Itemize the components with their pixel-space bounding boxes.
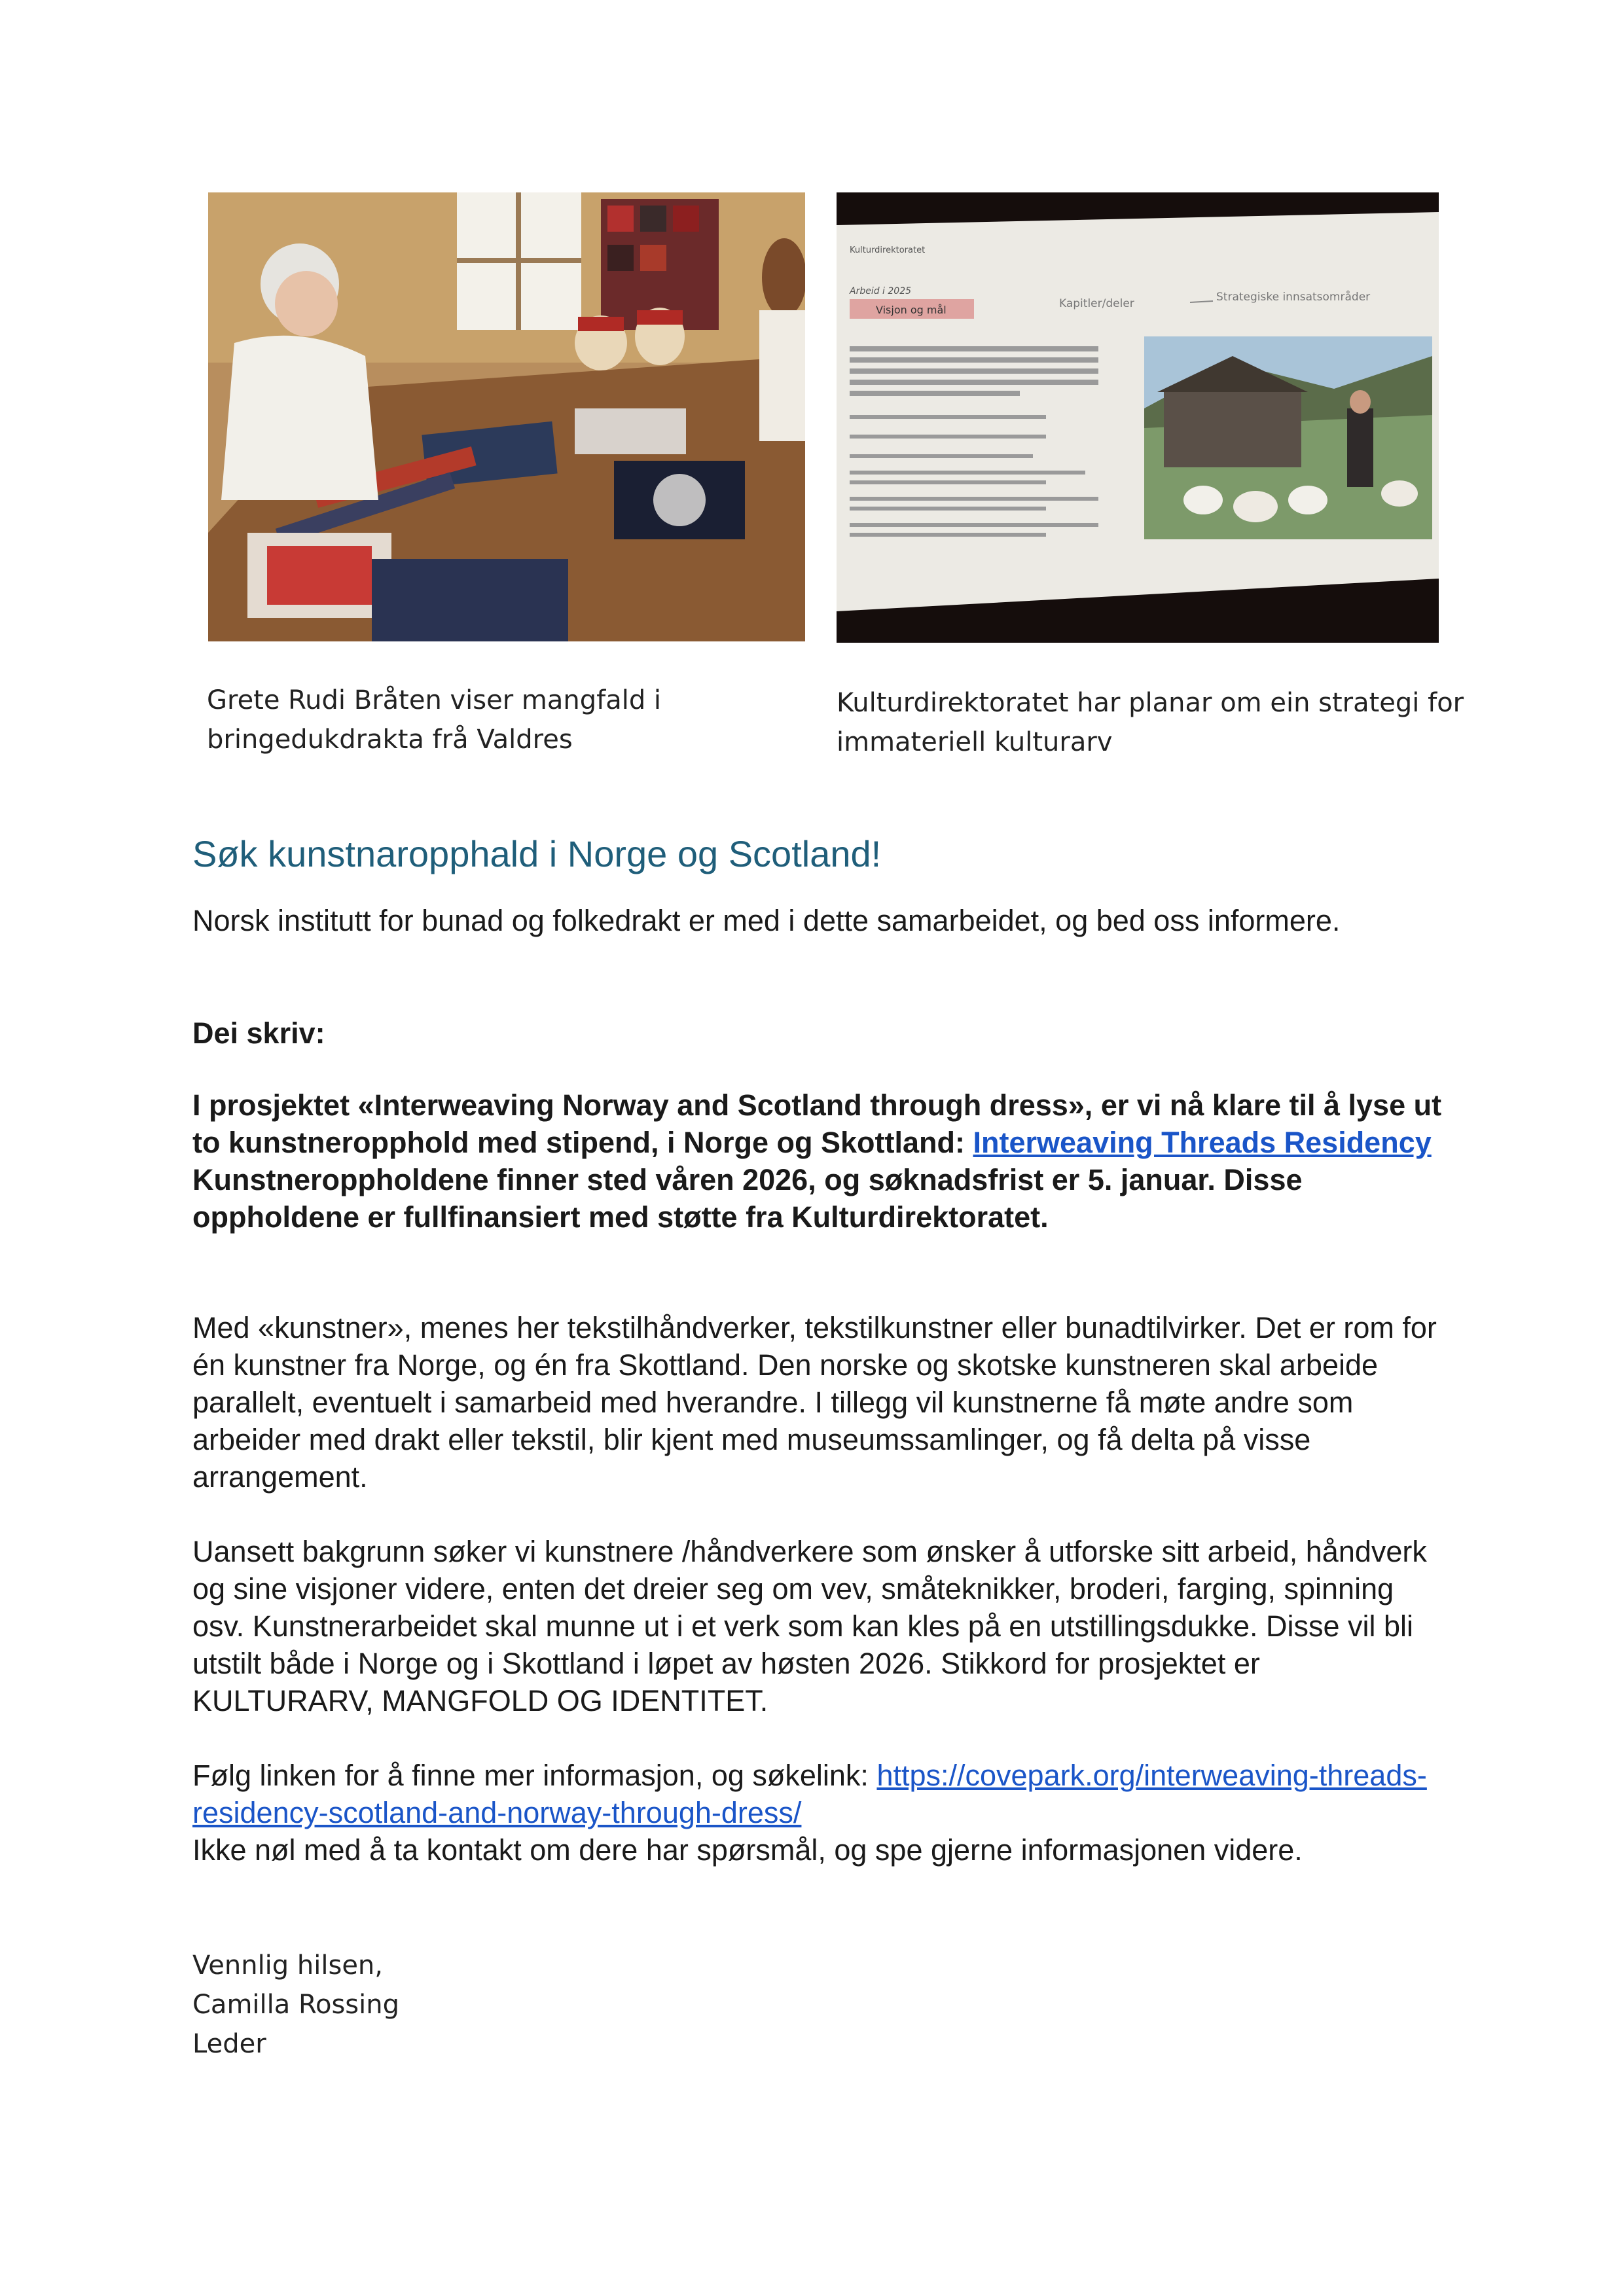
slide-col3: Strategiske innsatsområder [1216,291,1371,304]
workshop-photo-image [208,192,805,641]
residency-link[interactable]: Interweaving Threads Residency [973,1126,1432,1159]
signature-greeting: Vennlig hilsen, [192,1950,383,1981]
signature-title: Leder [192,2029,266,2059]
presentation-photo [837,192,1439,643]
says-label: Dei skriv: [192,1016,325,1050]
signature-name: Camilla Rossing [192,1990,399,2020]
workshop-photo [208,192,805,641]
follow-paragraph [192,1757,1436,1869]
closing-text: Ikke nøl med å ta kontakt om dere har spørsmål, og spe gjerne informasjonen videre. [192,1833,1303,1867]
paragraph-2: Uansett bakgrunn søker vi kunstnere /håndverkere som ønsker å utforske sitt arbeid, håndverk og sine visjoner videre, enten det dreier seg om vev, småteknikker, broderi, farging, spinning osv. Kunstnerarbeidet skal munne ut i et verk som kan kles på en utstillingsdukke. Disse vil bli utstilt både i Norge og i Skottland i løpet av høsten 2026. Stikkord for prosjektet er KULTURARV, MANGFOLD OG IDENTITET. [192,1535,1427,1717]
slide-tag: Visjon og mål [876,304,947,316]
slide-col2: Kapitler/deler [1059,297,1134,310]
follow-text: Følg linken for å finne mer informasjon, og søkelink: [192,1759,869,1792]
caption-right: Kulturdirektoratet har planar om ein strategi for immateriell kulturarv [837,688,1464,757]
caption-left: Grete Rudi Bråten viser mangfald i bringedukdrakta frå Valdres [207,685,662,755]
covepark-link[interactable]: https://covepark.org/interweaving-threads-residency-scotland-and-norway-through-dress/ [192,1759,1427,1829]
project-paragraph [192,1086,1449,1236]
project-dates: Kunstneroppholdene finner sted våren 2026, og søknadsfrist er 5. januar. Disse oppholdene er fullfinansiert med støtte fra Kulturdirektoratet. [192,1163,1303,1234]
slide-logo: Kulturdirektoratet [850,245,926,255]
paragraph-1: Med «kunstner», menes her tekstilhåndverker, tekstilkunstner eller bunadtilvirker. Det er rom for én kunstner fra Norge, og én fra Skottland. Den norske og skotske kunstneren skal arbeide parallelt, eventuelt i samarbeid med hverandre. I tillegg vil kunstnerne få møte andre som arbeider med drakt eller tekstil, blir kjent med museumssamlinger, og få delta på visse arrangement. [192,1311,1437,1494]
article-heading: Søk kunstnaropphald i Norge og Scotland! [192,833,882,874]
intro-paragraph: Norsk institutt for bunad og folkedrakt er med i dette samarbeidet, og bed oss informere. [192,904,1341,937]
presentation-photo-image [837,192,1439,643]
slide-heading: Arbeid i 2025 [850,286,912,296]
project-text: I prosjektet «Interweaving Norway and Scotland through dress», er vi nå klare til å lyse ut to kunstneropphold med stipend, i Norge og Skottland: [192,1088,1442,1159]
